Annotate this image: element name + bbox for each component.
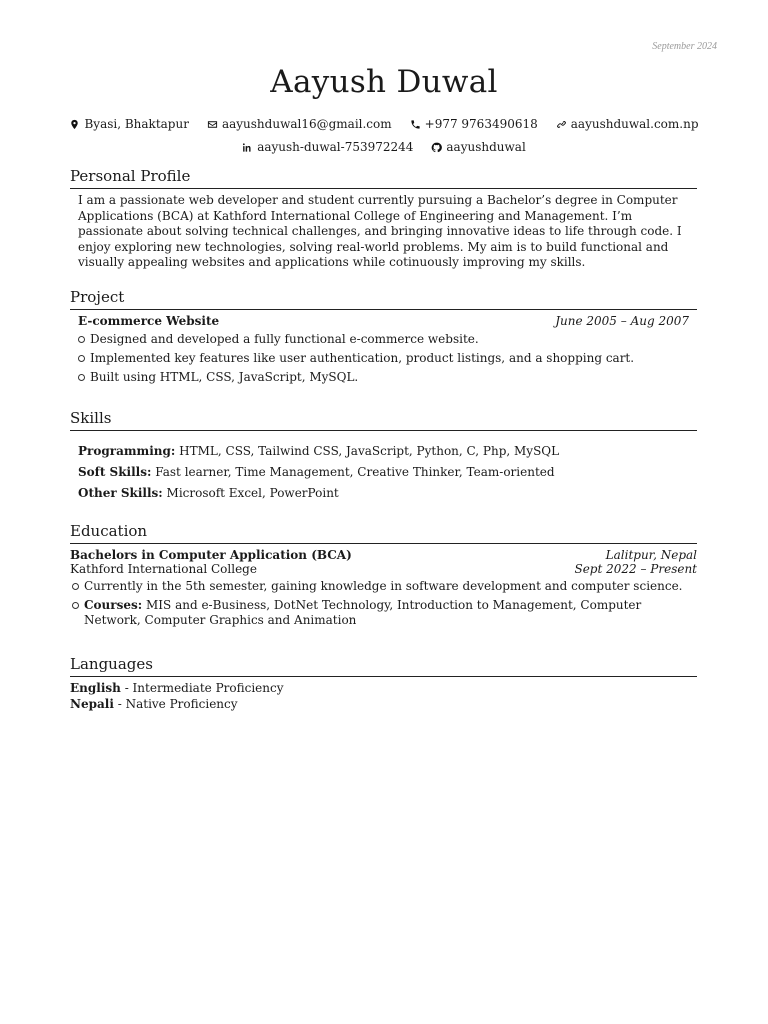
contact-github[interactable] (431, 140, 525, 154)
section-title: Project (70, 288, 697, 310)
profile-text: I am a passionate web developer and student currently pursuing a Bachelor’s degree in Computer Applications (BCA) at Kathford International College of Engineering and Management. I’m passionate about solving technical challenges, and bringing innovative ideas to life through code. I enjoy exploring new technologies, solving real-world problems. My aim is to build functional and visually appealing websites and applications while cotinuously improving my skills. (78, 193, 682, 269)
github-link[interactable]: aayushduwal (446, 140, 526, 154)
list-item: Currently in the 5th semester, gaining knowledge in software development and computer science. (70, 579, 697, 594)
education-subheader (70, 562, 697, 576)
website-link[interactable]: aayushduwal.com.np (570, 117, 699, 131)
phone-icon (410, 119, 421, 130)
email-link[interactable]: aayushduwal16@gmail.com (221, 117, 392, 131)
list-item: Courses: MIS and e-Business, DotNet Technology, Introduction to Management, Computer Network, Computer Graphics and Animation (70, 598, 697, 628)
list-item: Implemented key features like user authentication, product listings, and a shopping cart. (76, 351, 697, 366)
education-bullets (70, 579, 697, 628)
skills-programming: Programming: HTML, CSS, Tailwind CSS, JavaScript, Python, C, Php, MySQL (78, 444, 560, 458)
linkedin-icon (242, 142, 253, 153)
contact-phone[interactable] (410, 117, 538, 131)
project-header (78, 314, 689, 328)
contact-linkedin[interactable] (242, 140, 413, 154)
section-education (70, 522, 697, 632)
section-title: Personal Profile (70, 167, 697, 189)
education-location: Lalitpur, Nepal (605, 548, 697, 562)
education-dates: Sept 2022 – Present (574, 562, 697, 576)
language-item: English - Intermediate Proficiency (70, 681, 284, 695)
section-title: Languages (70, 655, 697, 677)
circle-bullet-icon (78, 374, 85, 381)
contact-website[interactable] (556, 117, 699, 131)
envelope-icon (207, 119, 218, 130)
section-title: Skills (70, 409, 697, 431)
map-pin-icon (69, 119, 80, 130)
project-name: E-commerce Website (78, 314, 220, 328)
contact-location (69, 117, 188, 131)
skills-other: Other Skills: Microsoft Excel, PowerPoint (78, 486, 339, 500)
section-skills (70, 409, 697, 506)
section-project (70, 288, 697, 389)
phone-link[interactable]: +977 9763490618 (424, 117, 538, 131)
project-bullets (76, 332, 697, 385)
linkedin-link[interactable]: aayush-duwal-753972244 (257, 140, 414, 154)
list-item: Designed and developed a fully functional e-commerce website. (76, 332, 697, 347)
school-name: Kathford International College (70, 562, 257, 576)
location-text: Byasi, Bhaktapur (84, 117, 189, 131)
github-icon (431, 142, 442, 153)
section-title: Education (70, 522, 697, 544)
skills-soft: Soft Skills: Fast learner, Time Management, Creative Thinker, Team-oriented (78, 465, 555, 479)
degree-name: Bachelors in Computer Application (BCA) (70, 548, 352, 562)
section-profile (70, 167, 697, 271)
circle-bullet-icon (78, 336, 85, 343)
contact-email[interactable] (207, 117, 392, 131)
candidate-name: Aayush Duwal (270, 64, 498, 100)
circle-bullet-icon (72, 583, 79, 590)
circle-bullet-icon (78, 355, 85, 362)
link-icon (556, 119, 567, 130)
language-item: Nepali - Native Proficiency (70, 697, 238, 711)
education-header (70, 548, 697, 562)
contact-row-secondary (0, 140, 768, 154)
contact-row-primary (0, 117, 768, 131)
project-dates: June 2005 – Aug 2007 (555, 314, 689, 328)
document-date: September 2024 (652, 41, 717, 52)
section-languages (70, 655, 697, 712)
list-item: Built using HTML, CSS, JavaScript, MySQL. (76, 370, 697, 385)
circle-bullet-icon (72, 602, 79, 609)
